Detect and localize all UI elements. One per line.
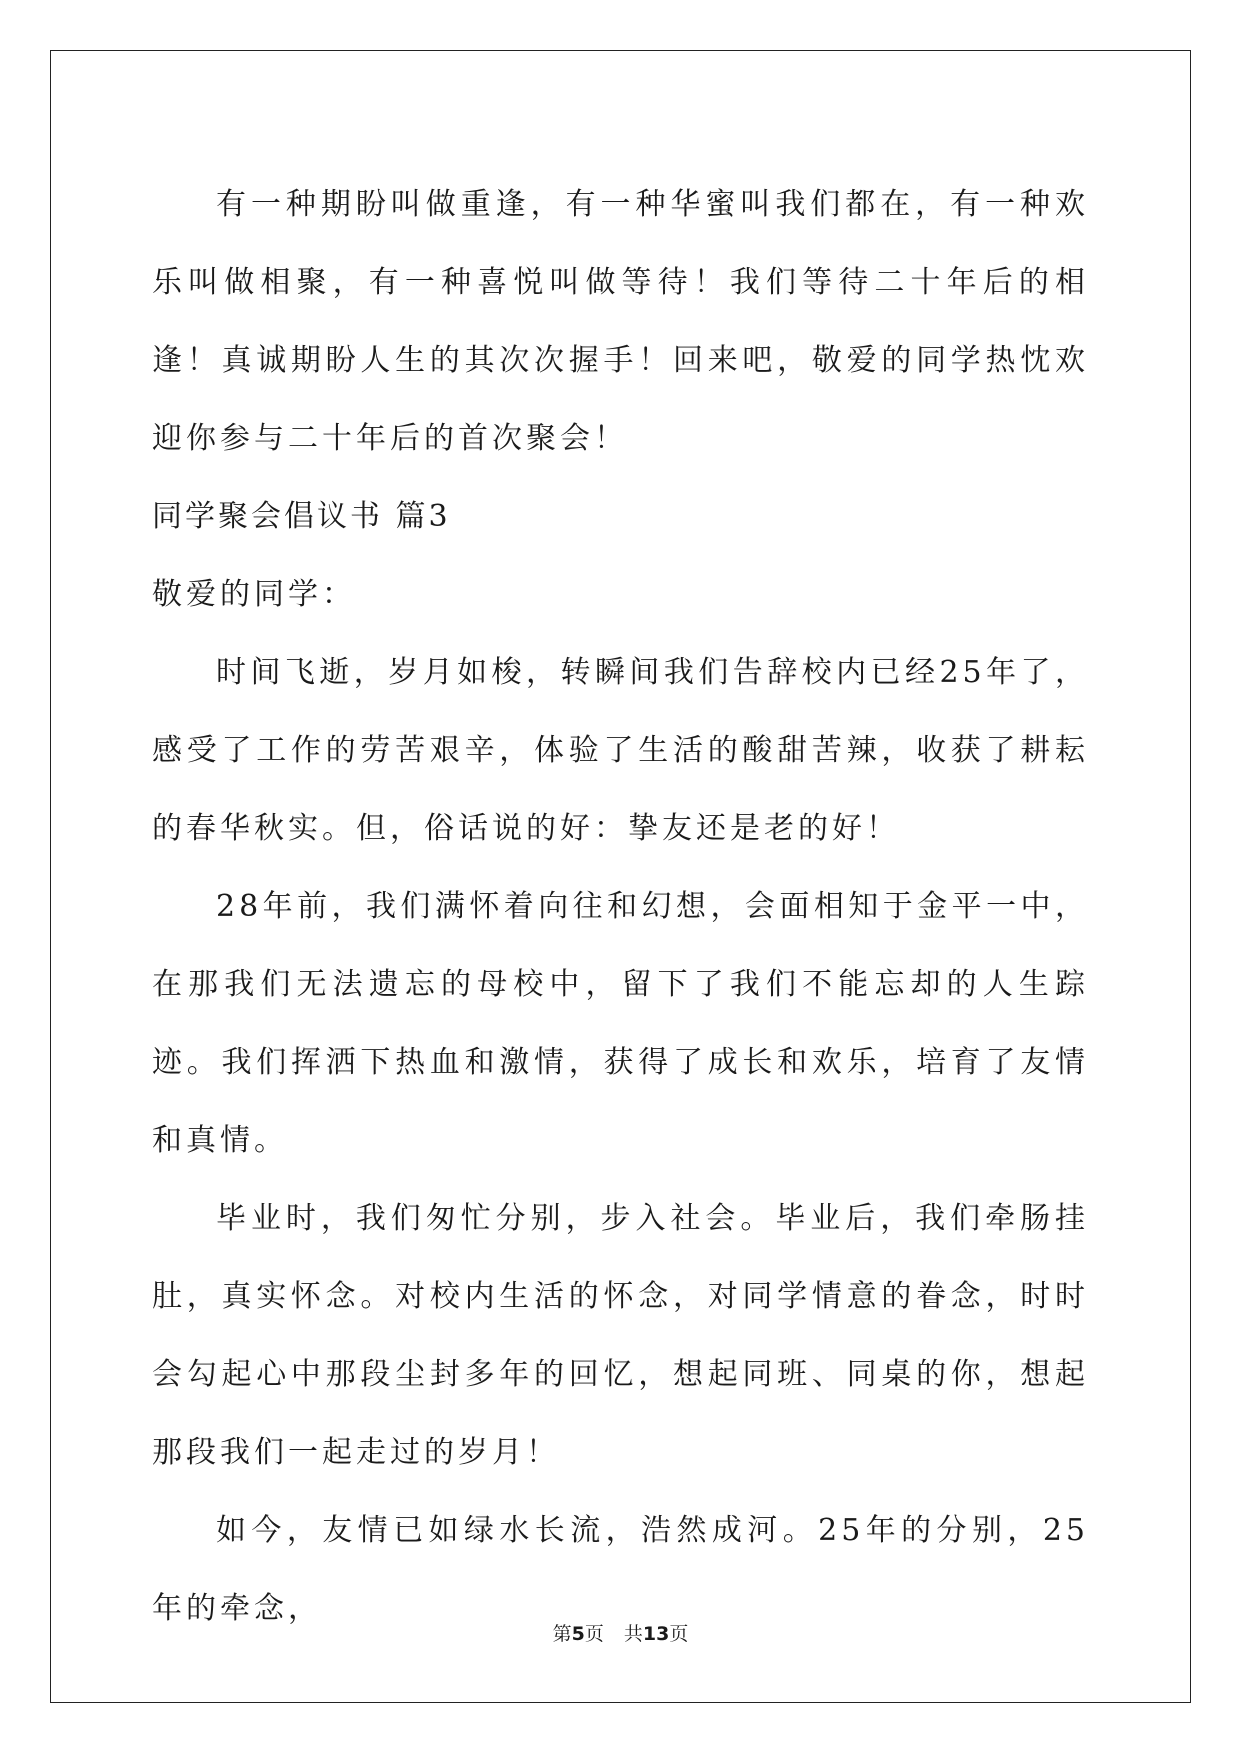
paragraph-friendship-now: 如今，友情已如绿水长流，浩然成河。25年的分别，25年的牵念， [152,1513,1089,1626]
page-footer [0,1622,1241,1646]
paragraph-graduation: 毕业时，我们匆忙分别，步入社会。毕业后，我们牵肠挂肚，真实怀念。对校内生活的怀念，对同学情意的眷念，时时会勾起心中那段尘封多年的回忆，想起同班、同桌的你，想起那段我们一起走过的岁月！ [152,1201,1089,1470]
page-prefix: 第 [552,1623,572,1645]
total-pages: 13 [642,1623,670,1645]
total-prefix: 共 [623,1623,643,1645]
total-suffix: 页 [669,1623,689,1645]
salutation: 敬爱的同学： [152,577,356,612]
paragraph-closing-invitation: 有一种期盼叫做重逢，有一种华蜜叫我们都在，有一种欢乐叫做相聚，有一种喜悦叫做等待！我们等待二十年后的相逢！真诚期盼人生的其次次握手！回来吧，敬爱的同学热忱欢迎你参与二十年后的首次聚会！ [152,187,1089,456]
paragraph-time-flies: 时间飞逝，岁月如梭，转瞬间我们告辞校内已经25年了，感受了工作的劳苦艰辛，体验了生活的酸甜苦辣，收获了耕耘的春华秋实。但，俗话说的好：挚友还是老的好！ [152,655,1089,846]
page-suffix: 页 [584,1623,604,1645]
document-body [152,166,1089,1648]
section-heading: 同学聚会倡议书 篇3 [152,499,451,534]
paragraph-28-years-ago: 28年前，我们满怀着向往和幻想，会面相知于金平一中，在那我们无法遗忘的母校中，留下了我们不能忘却的人生踪迹。我们挥洒下热血和激情，获得了成长和欢乐，培育了友情和真情。 [152,889,1089,1158]
page-number: 5 [571,1623,585,1645]
